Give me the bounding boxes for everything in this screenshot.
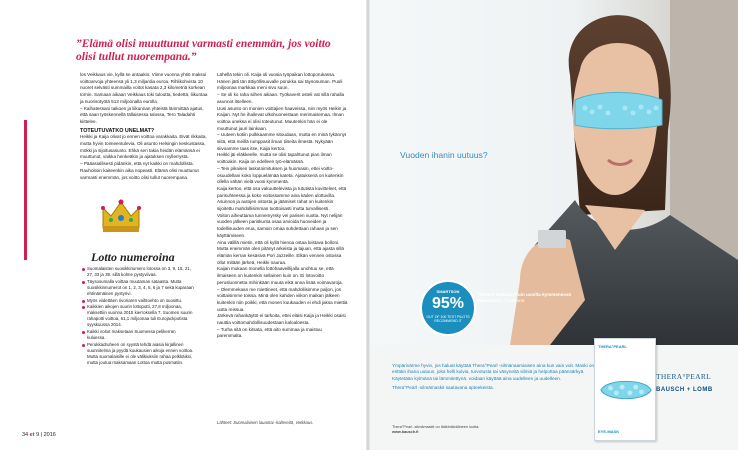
magazine-logo: et <box>29 432 35 438</box>
testimonial <box>477 292 581 303</box>
paragraph: Lähellä tekin oli. Kaija oli vuosia työpaikan lottoporukassa. Hänen jätti tän ättiyöllisuuvalle porukka sai täysosuman. Puoli miljoonaa markkaa meni sivu suun. <box>217 72 343 91</box>
left-page <box>0 0 368 450</box>
paragraph: – Uuteen kotiin pulkkaamme sitoudaan, mutta en minä tykännyt siitä, että meillä rumppasit ilman tiiseita ilmestä. Nykyään siivoamme taas itse, Kaija kertoo. <box>217 132 347 151</box>
testimonial-quote: ”Kasvot tuntuvat kuin uusilta kymmenessä minuutissa.” <box>477 292 571 303</box>
testimonial-author: Katariina <box>506 297 525 303</box>
paragraph: Thera°Pearl -silmämaskit saatavana apteekeista. <box>392 384 494 390</box>
product-brand: THERA°PEARL <box>598 344 627 349</box>
sidebar-title: Lotto numeroina <box>91 250 175 264</box>
list-item: Täysosumalla voittaa muutaman sataasta. Mutta suosikkinnumerot on 1, 2, 3, 4, 5, 6 ja 7 sekä kuparaan ehtinämäinen pystyrivi. <box>82 279 194 297</box>
paragraph: Voiton aiheuttama tunnemyrsky vei parisen vuotta. Nyt nelijän vuoden jälkeen pariskunta osaa arvioida huoveiden ja todellisuuden erua, samoin omaa suhdettaan rahaan ja sen käyttämiseen. <box>217 212 343 238</box>
badge-top: SMARTSON <box>436 289 460 294</box>
article-column-b <box>217 72 348 340</box>
pull-quote: ”Elämä olisi muuttunut varmasti enemmän, jos voitto olisi tullut nuorempana.” <box>76 38 331 63</box>
article-column-a <box>80 72 210 181</box>
paragraph: – Tein pikaisen laskutoimituksen ja huomasin, ettei voitto-osuudellani koko loppuelämää kateta. Ajatuksenä on kuitenkin ollella vähän vielä vuosi kymmentä. <box>217 165 344 185</box>
issue-label: 9 | 2016 <box>36 432 56 438</box>
product-label: EYE-MASK <box>598 429 620 434</box>
fineprint-text: Thera°Pearl -silmämaskit on lääkintävälineen luotta. <box>392 425 480 429</box>
paragraph: Heikki ja Kaija olivat jo ennen voittoa varakkaita. Eivät rikkaita, mutta hyvin toimeentulevia. Oli asunto Helsingin keskustassa, mökki ja sijoitusasunto. Ehkä sen takia heidän elämänsä ei muuttunut, vaikka henkeäkin ja ajatuksen myllerrystä. <box>80 134 207 160</box>
sidebar-list <box>82 266 194 367</box>
paragraph: Ympärivärme hyvin, jos haluat käyttää Thera°Pearl -silmänaamiaisen aina kun vain voit. Maski on erittäin ihana uutuus, joka helli kulvia, turvotusta tai väsyneitä silmiä ja helpottaa päänsärkyä. Käytetään kylmänä tai lämmitettynä, voidaan käyttää aina uudelleen ja uudelleen. <box>392 363 595 381</box>
website-link[interactable]: www.bausch.fi <box>392 430 419 434</box>
ad-body <box>392 363 597 391</box>
list-item: Suomalaisten suosikkinumero lotossa on 3, 9, 15, 21, 27, 33 ja 39. sillä kolme pystyviivaa. <box>82 266 194 278</box>
company-logo: BAUSCH + LOMB <box>656 387 713 393</box>
page-footer <box>22 432 56 438</box>
paragraph: los Veikkaus vie, kyllä se antaakin. Viime vuonna yhtiö maksoi voittoarvoja yhteensä yli 1,3 miljardia euroa. Rihlikohvista 10 nuoret selvästi summailla voitot kasata 2,3 kilometriä korkean tornin. Samaan aikaan Veikkaus toki tuloutta, tiedettä, liikuntaa ja nuorisotyötä 513 miljoonalla eurolla. <box>80 72 208 104</box>
badge-percent: 95% <box>431 295 465 312</box>
right-page-advert <box>370 0 738 450</box>
page-number: 34 <box>22 432 29 438</box>
paragraph: Kaija kertoo, että osa vakuuttelevista ja tututista kuvitteleet, että parisuhteessa ja koko voitossamme aina käden ulottuvilla. Asunnon ja autojen ostosta ja jäämiset rahat on kuitenkin sijoitettu mahdollisimman tuottoisasti mutta turvallisesti. <box>217 185 347 212</box>
paragraph: Järkevä rahankäyttö ei tarkoita, ettei eläisi Kaija ja Heikki osaisi nauttia voittomahdollisuudestaan kaloaloesta. <box>217 313 346 326</box>
crown-icon <box>99 196 143 236</box>
paragraph: Kaijan mukaan monella lottohaaveillijalla unohtuu se, että ilmaiseen on kuitenkin sellainen kuin on. Ei lotovoitto perusluonnetta mihinkään muuta eikä anna lisää voimavaroja. <box>217 266 343 285</box>
recommendation-badge <box>420 280 476 336</box>
paragraph: Uusi asunto on monien voittajien haaveissa, niin myös Heikin ja Kaijan. Nyt he ihailevat ulkohuoneistaan merimaisemaa. Ilman voittoa uneksa ei olisi toteutunut. Muutenkin hän ei ole muuttunut juuri lainkaan. <box>217 105 347 131</box>
product-package <box>594 338 656 441</box>
list-item: Kaikkien aikojen suurin lottopotti, 27,8 miljoonaa, maksettiin vuonna 2015 kierroksella 7. Suomen suurin rahapotti voittoa, 61,1 miljoonaa tuli Eurojackpotista syyskuussa 2014. <box>82 304 194 328</box>
fineprint <box>392 425 592 435</box>
paragraph: – Olemmekaan me miettineet, että mahdollisimme paljon, jos voittaisimme toissa. Minä olen kahden viikon maikan jälkeen kuitenkin niin poikki, että monen kuukauden ei ehdi jaksa miettiä uutta reissua. <box>217 286 348 312</box>
ad-headline: Vuoden ihanin uutuus? <box>400 150 488 160</box>
list-item: Perukkadruheen on syystä tehdä aiasia kirjallinen suunnitelma ja pyydä kuukausien aikoja ennen voittoa. Mutta suomalaisille ei ole välikiuksiin rahaa pelkkäiksi, mutta joutua maksamaan Lottoa mutta pusmatiin. <box>82 342 194 366</box>
accent-bar <box>24 120 27 260</box>
source-credit: Lähteet: Suomalainen lauantai -kaltereitä, Veikkaus. <box>217 420 314 425</box>
brand-block <box>656 372 736 393</box>
paragraph: – Kaihatessani taikoen ja liikunnan yhteistä lämmittää ajatus, että saan työskennellä tällaisessa talossa, Tero Taladahti kiittelee. <box>80 105 204 124</box>
badge-bottom: OUT OF 100 TEST PILOTS RECOMMEND IT <box>426 315 470 323</box>
paragraph: – Pääasiallisesti pidänkin, että nyt kaikki on mahdollista. Rauhoitoin kaiteenkin aika nopeasti. Elämä olisi muuttunut varmasti enemmän, jos voitto olisi tullut nuorempana. <box>80 161 199 180</box>
eye-mask-icon <box>597 361 655 419</box>
list-item: Kaikki voitot maksetaan Suomessa pelikerran kuluessa. <box>82 329 194 341</box>
paragraph: Heikki jäi eläkkeelle, mutta se olisi tapahtunut pian ilman voittoakin. Kaija on edelleen työ-elämässä. <box>217 152 332 165</box>
subheading: TOTEUTUVATKO UNELMAT? <box>80 127 155 134</box>
paragraph: Aina välillä mietin, että oli kyllä hienoa ostaa loistava bolloni. Mutta enemmän olen pitänyt arkeista ja tajuan, että ajasta sillä elämän kerran kesäsivä Pori Jazzeille. Elkän vennen ostossa ollut mitään järkeä, Heikki nauraa. <box>217 239 344 265</box>
paragraph: – Turha sitä on kitsata, että aito summaa ja maistuu paremmalta. <box>217 326 322 339</box>
list-item: Myös viidettäen rivoriaren vaihtoehto on suosittu. <box>82 298 194 304</box>
brand-name: THERA°PEARL <box>656 372 712 381</box>
paragraph: – Se oli ko raha siihen aikaan. Työkaverit osteli vat sillä rahalla asunnot itselleen. <box>217 92 345 104</box>
